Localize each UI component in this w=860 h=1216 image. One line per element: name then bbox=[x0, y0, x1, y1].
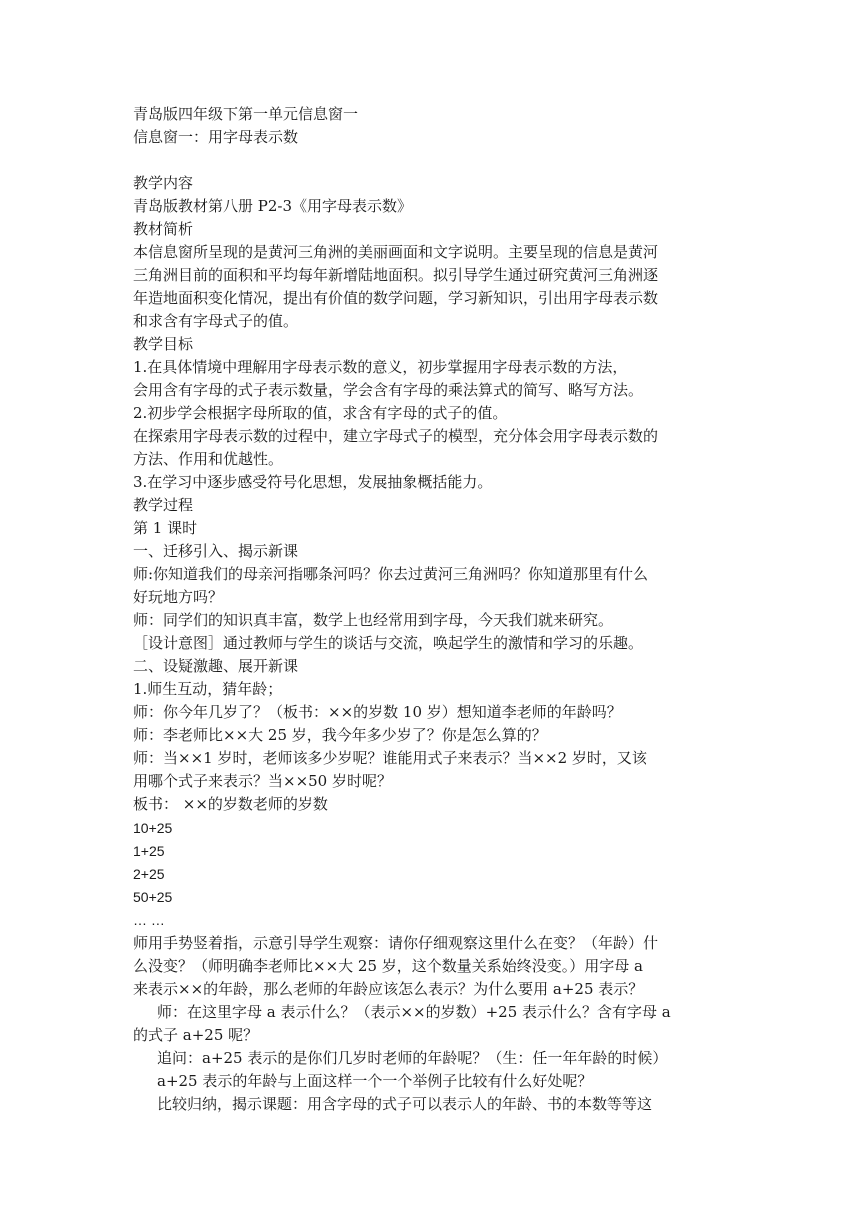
text-line: ［设计意图］通过教师与学生的谈话与交流，唤起学生的激情和学习的乐趣。 bbox=[133, 634, 644, 652]
text-line: 2.初步学会根据字母所取的值，求含有字母的式子的值。 bbox=[133, 404, 508, 422]
text-line: 三角洲目前的面积和平均每年新增陆地面积。拟引导学生通过研究黄河三角洲逐 bbox=[133, 266, 659, 284]
text-line: 么没变？（师明确李老师比××大 25 岁，这个数量关系始终没变。）用字母 a bbox=[133, 957, 643, 975]
text-line: 好玩地方吗？ bbox=[133, 588, 224, 606]
text-line: 1.在具体情境中理解用字母表示数的意义，初步掌握用字母表示数的方法， bbox=[133, 358, 628, 376]
text-line: 师:你知道我们的母亲河指哪条河吗？你去过黄河三角洲吗？你知道那里有什么 bbox=[133, 565, 649, 583]
doc-subtitle: 信息窗一：用字母表示数 bbox=[133, 128, 299, 146]
text-line: 的式子 a+25 呢？ bbox=[133, 1026, 259, 1044]
text-line: 一、迁移引入、揭示新课 bbox=[133, 542, 299, 560]
text-line: 师：你今年几岁了？（板书：××的岁数 10 岁）想知道李老师的年龄吗？ bbox=[133, 703, 622, 721]
text-line: a+25 表示的年龄与上面这样一个一个举例子比较有什么好处呢？ bbox=[157, 1072, 593, 1090]
doc-title: 青岛版四年级下第一单元信息窗一 bbox=[133, 105, 359, 123]
text-line: 二、设疑激趣、展开新课 bbox=[133, 657, 299, 675]
formula-line: 2+25 bbox=[133, 866, 165, 882]
ellipsis-line: … … bbox=[133, 912, 165, 928]
text-line: 师：当××1 岁时，老师该多少岁呢？谁能用式子来表示？当××2 岁时，又该 bbox=[133, 749, 647, 767]
text-line: 会用含有字母的式子表示数量，学会含有字母的乘法算式的简写、略写方法。 bbox=[133, 381, 644, 399]
text-line: 比较归纳，揭示课题：用含字母的式子可以表示人的年龄、书的本数等等这 bbox=[157, 1095, 653, 1113]
text-line: 3.在学习中逐步感受符号化思想，发展抽象概括能力。 bbox=[133, 473, 493, 491]
text-line: 和求含有字母式子的值。 bbox=[133, 312, 299, 330]
text-line: 来表示××的年龄，那么老师的年龄应该怎么表示？为什么要用 a+25 表示？ bbox=[133, 980, 644, 998]
section-heading: 教学过程 bbox=[133, 496, 194, 514]
text-line: 追问：a+25 表示的是你们几岁时老师的年龄呢？（生：任一年年龄的时候） bbox=[157, 1049, 668, 1067]
text-line: 在探索用字母表示数的过程中，建立字母式子的模型，充分体会用字母表示数的 bbox=[133, 427, 659, 445]
text-line: 1.师生互动，猜年龄； bbox=[133, 680, 283, 698]
section-heading: 教学目标 bbox=[133, 335, 194, 353]
text-line: 板书： ××的岁数老师的岁数 bbox=[133, 795, 328, 813]
formula-line: 1+25 bbox=[133, 843, 165, 859]
text-line: 方法、作用和优越性。 bbox=[133, 450, 284, 468]
text-line: 师：李老师比××大 25 岁，我今年多少岁了？你是怎么算的？ bbox=[133, 726, 547, 744]
formula-line: 10+25 bbox=[133, 820, 173, 836]
text-line: 师：同学们的知识真丰富，数学上也经常用到字母，今天我们就来研究。 bbox=[133, 611, 614, 629]
section-heading: 教材简析 bbox=[133, 220, 194, 238]
text-line: 第 1 课时 bbox=[133, 519, 198, 537]
text-line: 本信息窗所呈现的是黄河三角洲的美丽画面和文字说明。主要呈现的信息是黄河 bbox=[133, 243, 659, 261]
text-line: 师：在这里字母 a 表示什么？（表示××的岁数）+25 表示什么？含有字母 a bbox=[157, 1003, 671, 1021]
section-heading: 教学内容 bbox=[133, 174, 194, 192]
text-line: 青岛版教材第八册 P2-3《用字母表示数》 bbox=[133, 197, 413, 215]
text-line: 用哪个式子来表示？当××50 岁时呢？ bbox=[133, 772, 392, 790]
formula-line: 50+25 bbox=[133, 889, 173, 905]
text-line: 师用手势竖着指，示意引导学生观察：请你仔细观察这里什么在变？（年龄）什 bbox=[133, 934, 659, 952]
text-line: 年造地面积变化情况，提出有价值的数学问题，学习新知识，引出用字母表示数 bbox=[133, 289, 659, 307]
